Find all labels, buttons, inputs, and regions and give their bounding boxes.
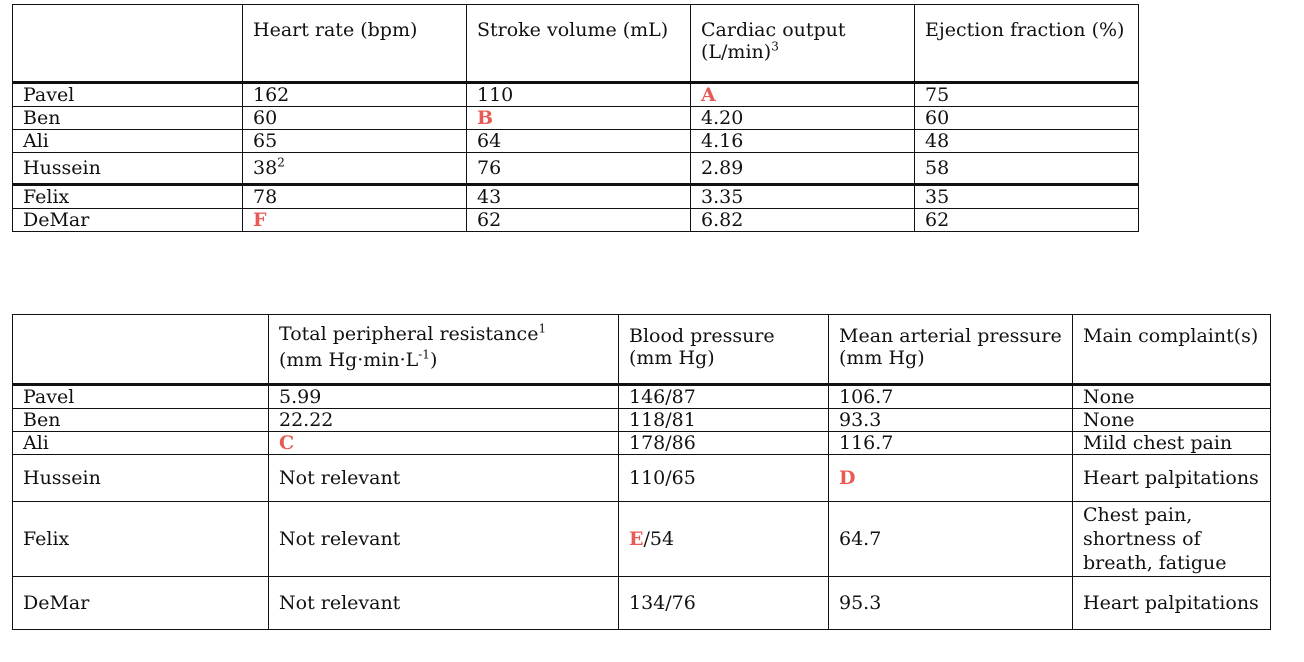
cardiac-data-table	[12, 4, 1139, 232]
header-cardiac-output	[691, 5, 915, 83]
complaint-cell: None	[1073, 385, 1271, 409]
map-cell: 95.3	[829, 577, 1073, 630]
systolic-unknown: E	[629, 528, 644, 550]
table-row	[13, 107, 1139, 130]
blood-pressure-cell: 178/86	[619, 432, 829, 455]
table-row	[13, 153, 1139, 185]
header-main-complaints: Main complaint(s)	[1073, 315, 1271, 385]
blood-pressure-cell: 134/76	[619, 577, 829, 630]
map-unknown: D	[829, 455, 1073, 502]
heart-rate-cell: 60	[243, 107, 467, 130]
patient-name: Felix	[13, 185, 243, 209]
cardiac-output-unknown: A	[691, 83, 915, 107]
cardiac-output-cell: 2.89	[691, 153, 915, 185]
ejection-fraction-cell: 48	[915, 130, 1139, 153]
heart-rate-value: 38	[253, 156, 278, 179]
tpr-cell: Not relevant	[269, 502, 619, 577]
header-tpr-unit: (mm Hg·min·L	[279, 349, 419, 371]
cardiac-output-cell: 4.16	[691, 130, 915, 153]
stroke-volume-cell: 76	[467, 153, 691, 185]
patient-name: Ali	[13, 432, 269, 455]
patient-name: Hussein	[13, 455, 269, 502]
table-row	[13, 577, 1271, 630]
footnote-marker: 3	[771, 39, 779, 54]
header-cell-empty	[13, 5, 243, 83]
table-row	[13, 432, 1271, 455]
tpr-unknown: C	[269, 432, 619, 455]
complaint-cell: Heart palpitations	[1073, 577, 1271, 630]
table-row	[13, 385, 1271, 409]
map-cell: 106.7	[829, 385, 1073, 409]
blood-pressure-cell: 118/81	[619, 409, 829, 432]
patient-name: DeMar	[13, 209, 243, 232]
blood-pressure-cell: 146/87	[619, 385, 829, 409]
blood-pressure-cell	[619, 502, 829, 577]
heart-rate-unknown: F	[243, 209, 467, 232]
tpr-cell: Not relevant	[269, 577, 619, 630]
ejection-fraction-cell: 60	[915, 107, 1139, 130]
heart-rate-cell	[243, 153, 467, 185]
patient-name: Felix	[13, 502, 269, 577]
complaint-cell: Mild chest pain	[1073, 432, 1271, 455]
tpr-cell: Not relevant	[269, 455, 619, 502]
header-tpr-unit-close: )	[429, 349, 438, 371]
map-cell: 93.3	[829, 409, 1073, 432]
stroke-volume-cell: 62	[467, 209, 691, 232]
complaint-cell: Chest pain, shortness of breath, fatigue	[1073, 502, 1271, 577]
footnote-marker: 1	[538, 321, 547, 336]
header-ejection-fraction: Ejection fraction (%)	[915, 5, 1139, 83]
cardiac-output-cell: 4.20	[691, 107, 915, 130]
patient-name: Ben	[13, 107, 243, 130]
header-tpr-label: Total peripheral resistance	[279, 323, 539, 345]
stroke-volume-cell: 64	[467, 130, 691, 153]
hemodynamics-table	[12, 314, 1271, 630]
header-cardiac-output-label: Cardiac output (L/min)	[701, 19, 846, 63]
patient-name: Pavel	[13, 83, 243, 107]
ejection-fraction-cell: 35	[915, 185, 1139, 209]
patient-name: Hussein	[13, 153, 243, 185]
ejection-fraction-cell: 58	[915, 153, 1139, 185]
tpr-cell: 5.99	[269, 385, 619, 409]
table-row	[13, 502, 1271, 577]
stroke-volume-cell: 110	[467, 83, 691, 107]
diastolic-value: /54	[643, 528, 675, 550]
tpr-cell: 22.22	[269, 409, 619, 432]
heart-rate-cell: 162	[243, 83, 467, 107]
header-stroke-volume: Stroke volume (mL)	[467, 5, 691, 83]
unit-exponent: -1	[418, 347, 430, 362]
header-blood-pressure: Blood pressure (mm Hg)	[619, 315, 829, 385]
table-header-row	[13, 315, 1271, 385]
complaint-cell: Heart palpitations	[1073, 455, 1271, 502]
table-row	[13, 83, 1139, 107]
cardiac-output-cell: 6.82	[691, 209, 915, 232]
footnote-marker: 2	[277, 155, 285, 170]
blood-pressure-cell: 110/65	[619, 455, 829, 502]
header-mean-arterial-pressure: Mean arterial pressure (mm Hg)	[829, 315, 1073, 385]
ejection-fraction-cell: 75	[915, 83, 1139, 107]
table-row	[13, 409, 1271, 432]
complaint-cell: None	[1073, 409, 1271, 432]
table-row	[13, 130, 1139, 153]
stroke-volume-unknown: B	[467, 107, 691, 130]
patient-name: Ben	[13, 409, 269, 432]
patient-name: Pavel	[13, 385, 269, 409]
heart-rate-cell: 65	[243, 130, 467, 153]
table-row	[13, 185, 1139, 209]
heart-rate-cell: 78	[243, 185, 467, 209]
cardiac-output-cell: 3.35	[691, 185, 915, 209]
ejection-fraction-cell: 62	[915, 209, 1139, 232]
table-header-row	[13, 5, 1139, 83]
header-heart-rate: Heart rate (bpm)	[243, 5, 467, 83]
header-cell-empty	[13, 315, 269, 385]
table-row	[13, 209, 1139, 232]
map-cell: 116.7	[829, 432, 1073, 455]
header-total-peripheral-resistance	[269, 315, 619, 385]
patient-name: DeMar	[13, 577, 269, 630]
stroke-volume-cell: 43	[467, 185, 691, 209]
map-cell: 64.7	[829, 502, 1073, 577]
table-row	[13, 455, 1271, 502]
patient-name: Ali	[13, 130, 243, 153]
